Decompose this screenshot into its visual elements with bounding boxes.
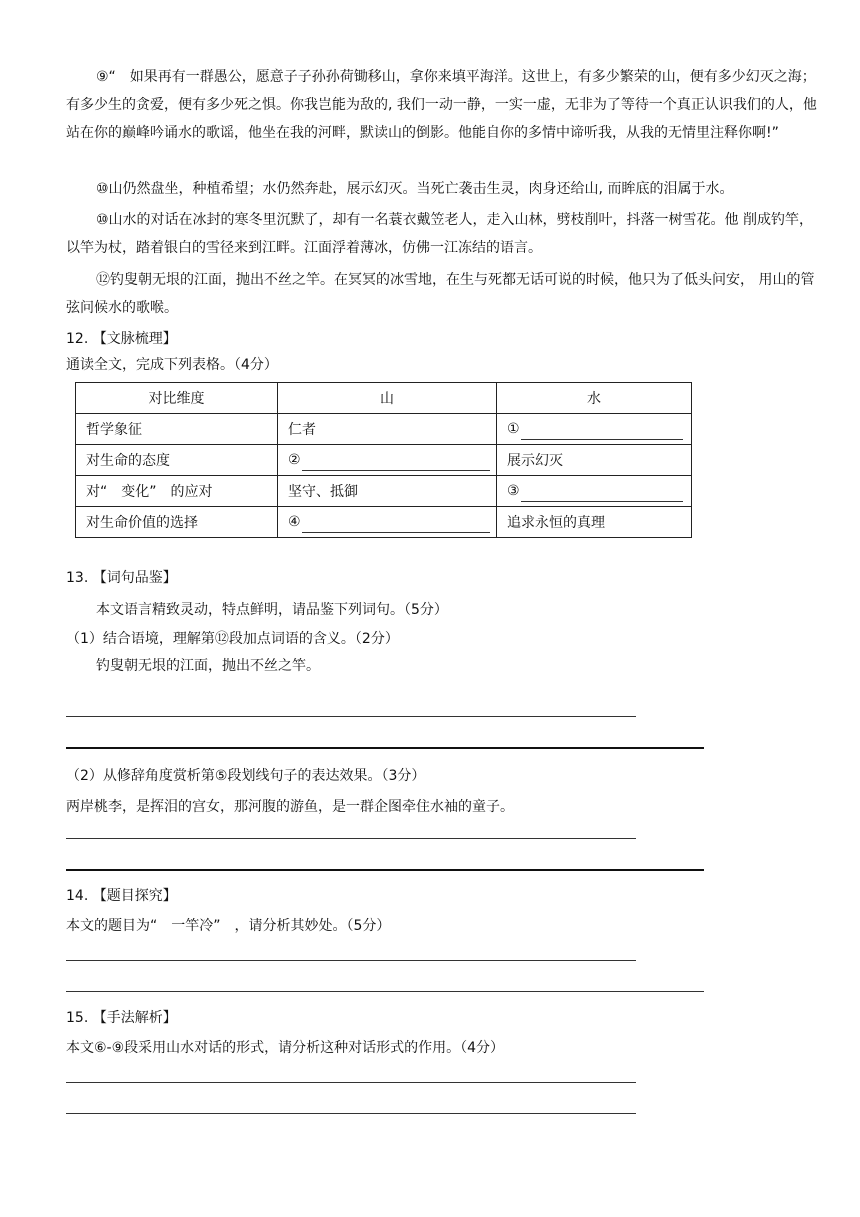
table-header: 山 — [278, 383, 497, 414]
table-cell: 坚守、抵御 — [278, 476, 497, 507]
blank-4[interactable]: ④ — [288, 514, 484, 530]
paragraph-12: ⑫钓叟朝无垠的江面，抛出不丝之竿。在冥冥的冰雪地，在生与死都无话可说的时候，他只为了低头问安， 用山的管弦问候水的歌喉。 — [66, 272, 815, 316]
q14-question: 本文的题目为“ 一竿冷” ，请分析其妙处。（5分） — [66, 918, 391, 934]
table-row — [76, 445, 692, 476]
q12-instruction: 通读全文，完成下列表格。（4分） — [66, 357, 278, 373]
table-cell: 展示幻灭 — [497, 445, 692, 476]
answer-line[interactable] — [66, 1113, 636, 1114]
table-cell[interactable] — [278, 445, 497, 476]
q14-title: 14. 【题目探究】 — [66, 888, 177, 904]
table-row — [76, 414, 692, 445]
q12-title: 12. 【文脉梳理】 — [66, 331, 177, 347]
table-cell: 哲学象征 — [76, 414, 278, 445]
table-row — [76, 476, 692, 507]
answer-line[interactable] — [66, 716, 636, 717]
blank-2[interactable]: ② — [288, 452, 484, 468]
paragraph-9: ⑨“ 如果再有一群愚公，愿意子子孙孙荷锄移山，拿你来填平海洋。这世上，有多少繁荣的山，便有多少幻灭之海；有多少生的贪爱，便有多少死之惧。你我岂能为敌的, 我们一动一静，一实一虚，无非为了等待一个真正认识我们的人，他站在你的巅峰吟诵水的歌谣，他坐在我的河畔，默读山的倒影。他能自你的多情中谛听我，从我的无情里注释你啊!” — [66, 69, 817, 141]
table-cell[interactable] — [278, 507, 497, 538]
answer-line[interactable] — [66, 838, 636, 839]
answer-line[interactable] — [66, 869, 704, 871]
q13-sub2-text: 两岸桃李，是挥泪的宫女，那河腹的游鱼，是一群企图牵住水袖的童子。 — [66, 799, 514, 815]
answer-line[interactable] — [66, 960, 636, 961]
table-cell: 仁者 — [278, 414, 497, 445]
table-cell[interactable] — [497, 414, 692, 445]
q15-title: 15. 【手法解析】 — [66, 1010, 177, 1026]
paragraph-10: ⑩山仍然盘坐，种植希望；水仍然奔赴，展示幻灭。当死亡袭击生灵，肉身还给山, 而眸底的泪属于水。 — [96, 181, 734, 197]
table-cell: 对生命价值的选择 — [76, 507, 278, 538]
q13-intro: 本文语言精致灵动，特点鲜明，请品鉴下列词句。（5分） — [96, 602, 448, 618]
answer-line[interactable] — [66, 747, 704, 749]
table-row — [76, 507, 692, 538]
answer-line[interactable] — [66, 1082, 636, 1083]
q13-sub1: （1）结合语境，理解第⑫段加点词语的含义。（2分） — [66, 631, 399, 647]
answer-line[interactable] — [66, 991, 704, 992]
table-header-row — [76, 383, 692, 414]
blank-1[interactable]: ① — [507, 421, 677, 437]
table-cell: 对“ 变化” 的应对 — [76, 476, 278, 507]
comparison-table — [75, 382, 692, 538]
table-cell[interactable] — [497, 476, 692, 507]
q13-sub1-text: 钓叟朝无垠的江面，抛出不丝之竿。 — [96, 658, 320, 674]
table-cell: 追求永恒的真理 — [497, 507, 692, 538]
q13-sub2: （2）从修辞角度赏析第⑤段划线句子的表达效果。（3分） — [66, 768, 426, 784]
blank-3[interactable]: ③ — [507, 483, 677, 499]
paragraph-11: ⑩山水的对话在冰封的寒冬里沉默了，却有一名蓑衣戴笠老人，走入山林，劈枝削叶，抖落一树雪花。他 削成钓竿，以竿为杖，踏着银白的雪径来到江畔。江面浮着薄冰，仿佛一江冻结的语言。 — [66, 212, 813, 256]
q15-question: 本文⑥-⑨段采用山水对话的形式，请分析这种对话形式的作用。（4分） — [66, 1040, 505, 1056]
table-header: 水 — [497, 383, 692, 414]
q13-title: 13. 【词句品鉴】 — [66, 570, 177, 586]
table-cell: 对生命的态度 — [76, 445, 278, 476]
table-header: 对比维度 — [76, 383, 278, 414]
